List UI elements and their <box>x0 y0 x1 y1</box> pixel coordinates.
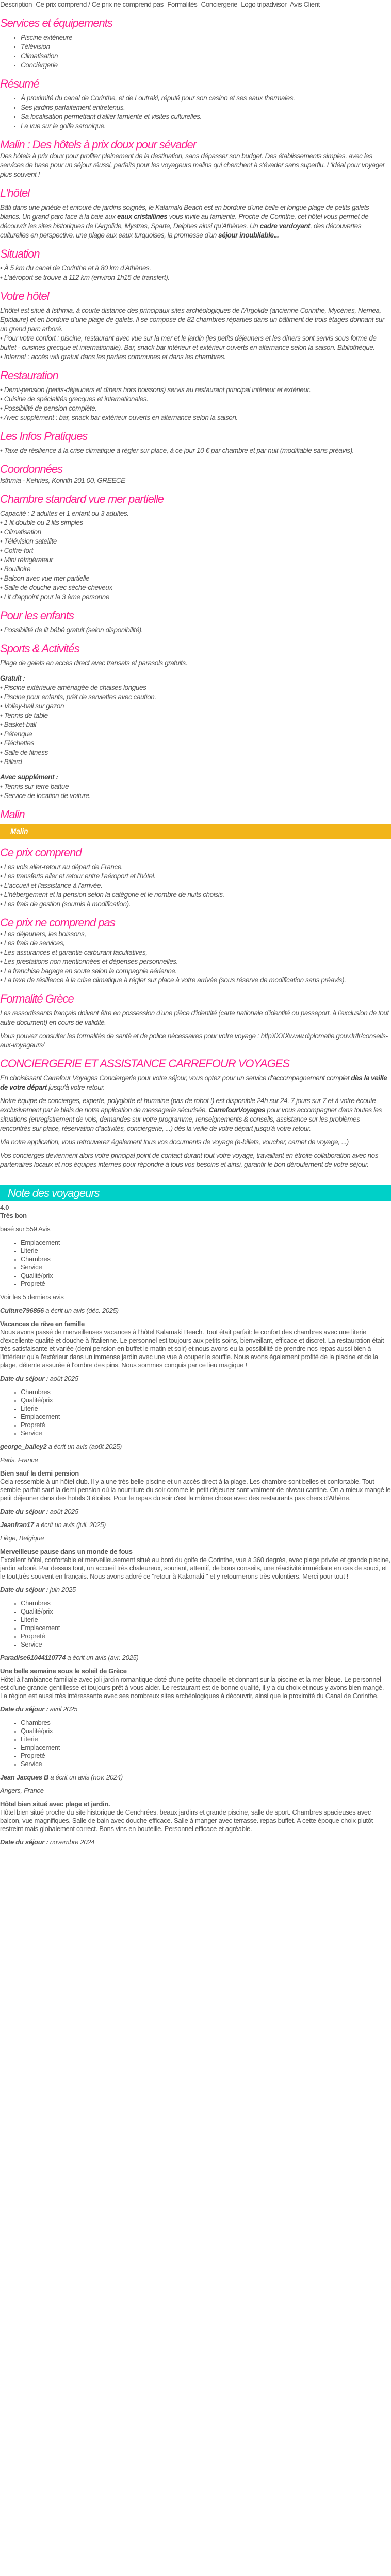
section-heading: Chambre standard vue mer partielle <box>0 493 164 505</box>
list-item <box>0 625 391 635</box>
list-item-text: Cuisine de spécialités grecques et internationales. <box>4 395 149 403</box>
list-item-text: Salle de fitness <box>4 749 48 756</box>
rating-score: 4.0 <box>0 1204 9 1211</box>
section-heading-wrap <box>0 808 391 821</box>
list-item: • À proximité du canal de Corinthe, et de Loutraki, réputé pour son casino et ses eaux thermales. <box>21 94 391 103</box>
paragraph <box>0 773 391 782</box>
review-count: basé sur 559 Avis <box>0 1225 51 1233</box>
list-item-text: • Internet : accès wifi gratuit dans les parties communes et dans les chambres. <box>0 353 226 361</box>
list-item-text: À 5 km du canal de Corinthe et à 80 km d’Athènes. <box>4 264 151 272</box>
review-title: Vacances de rêve en famille <box>0 1320 85 1328</box>
review-author: Jean Jacques B <box>0 1773 49 1781</box>
list-item: • Sa localisation permettant d'allier farniente et visites culturelles. <box>21 112 391 122</box>
bullet-lines <box>0 446 391 455</box>
list-item <box>0 782 391 791</box>
list-item-text: Avec supplément : bar, snack bar extérieur ouverts en alternance selon la saison. <box>4 414 238 421</box>
review-criteria-list <box>0 1719 391 1768</box>
bullet-icon: • <box>0 891 4 899</box>
review-meta: a écrit un avis (déc. 2025) <box>45 1307 119 1314</box>
list-item <box>0 306 391 334</box>
list-item <box>0 352 391 362</box>
list-item <box>0 404 391 413</box>
section-heading: Coordonnées <box>0 463 63 476</box>
list-item-text: Taxe de résilience à la crise climatique à régler sur place, à ce jour 10 € par chambre et par nuit (modifiable sans préavis). <box>4 447 354 454</box>
list-item-text: • Télévision satellite <box>0 537 57 545</box>
paragraph <box>0 1031 391 1050</box>
stay-date-label: Date du séjour : <box>0 1586 48 1594</box>
bullet-lines <box>0 782 391 801</box>
section-heading: Situation <box>0 247 40 260</box>
bullet-icon: • <box>0 749 4 756</box>
text-run: Vos concierges deviennent alors votre principal point de contact durant tout votre voyage, travaillant en étroite collaboration avec nos partenaires locaux et nos équipes internes pour répondre à tous vos besoins et ainsi, garantir le bon déroulement de votre séjour. <box>0 1151 379 1168</box>
list-item <box>0 890 391 900</box>
review-title: Hôtel bien situé avec plage et jardin. <box>0 1800 110 1808</box>
list-item-text: • Salle de douche avec sèche-cheveux <box>0 584 112 591</box>
review-title: Merveilleuse pause dans un monde de fous <box>0 1548 133 1555</box>
list-item: • Piscine extérieure <box>21 33 391 42</box>
bullet-lines <box>0 862 391 909</box>
section-heading-wrap <box>0 642 391 655</box>
list-item-text: Possibilité de pension complète. <box>4 404 97 412</box>
list-item-text: Demi-pension (petits-déjeuners et dîners hors boissons) servis au restaurant principal intérieur et extérieur. <box>4 386 311 394</box>
review-criterion: • Propreté <box>21 1421 391 1429</box>
list-item <box>0 791 391 801</box>
list-item: • Télévision <box>21 42 391 52</box>
section-heading: Services et équipements <box>0 16 112 29</box>
bullet-icon: • <box>0 626 4 634</box>
bullet-lines <box>0 385 391 422</box>
list-item-text: • 1 lit double ou 2 lits simples <box>0 519 83 527</box>
section-heading-wrap <box>0 187 391 200</box>
review-criterion: • Emplacement <box>21 1413 391 1421</box>
list-item: • Ses jardins parfaitement entretenus. <box>21 103 391 112</box>
review-body: Cela ressemble à un hôtel club. Il y a une très belle piscine et un accès direct à la plage. Les chambre sont belles et confortable. Tout semble parfait sauf la demi pension où la nourriture du soir comme le petit déjeuner sont vraiment de niveau cantine. On a mieux mangé le petit déjeuner dans des hotels 3 étoiles. Pour le repas du soir c'est la même chose avec des restaurants pas chers d'Athène. <box>0 1478 391 1502</box>
list-item <box>0 509 391 518</box>
list-item: • Climatisation <box>21 52 391 61</box>
review-author: Jeanfran17 <box>0 1521 34 1529</box>
section-heading-wrap <box>0 493 391 506</box>
review-author: Culture796856 <box>0 1307 44 1314</box>
review-body: Hôtel bien situé proche du site historique de Cenchrées. beaux jardins et grande piscine, salle de sport. Chambres spacieuses avec balcon, vue magnifiques. Salle de bain avec douche efficace. Salle à manger avec terrasse. repas buffet. A cette époque choix plutôt restreint mais globalement correct. Bons vins en bouteille. Personnel efficace et agréable. <box>0 1808 373 1833</box>
list-item-text: Les vols aller-retour au départ de France. <box>4 863 123 871</box>
list-item <box>0 334 391 352</box>
list-item-text: Fléchettes <box>4 739 34 747</box>
stay-date-label: Date du séjour : <box>0 1507 48 1515</box>
review-stay-date <box>0 1838 391 1846</box>
review-list <box>0 1307 391 1846</box>
bold-text: CarrefourVoyages <box>208 1106 265 1114</box>
bullet-icon: • <box>0 792 4 800</box>
section-heading-wrap <box>0 463 391 476</box>
stay-date-label: Date du séjour : <box>0 1375 48 1382</box>
review-criterion: • Qualité/prix <box>21 1607 391 1616</box>
list-item-text: L'hébergement et la pension selon la catégorie et le nombre de nuits choisis. <box>4 891 224 899</box>
text-run: vous invite au farniente. Proche de Corinthe, cet hôtel vous permet de découvrir les sites historiques de l’Argolide, Mystras, Sparte, Delphes ainsi qu’Athènes. Un <box>0 213 369 230</box>
nav-description[interactable]: Description <box>0 1 32 8</box>
list-item-text: Possibilité de lit bébé gratuit (selon disponibilité). <box>4 626 143 634</box>
section-heading-wrap <box>0 846 391 859</box>
list-item-text: • Coffre-fort <box>0 547 34 554</box>
bullet-icon: • <box>0 386 4 394</box>
review-criteria-list <box>0 1388 391 1437</box>
list-item <box>0 683 391 692</box>
bullet-icon: • <box>0 684 4 691</box>
section-heading: Malin : Des hôtels à prix doux pour sévader <box>0 138 197 151</box>
review-location: Liège, Belgique <box>0 1534 44 1542</box>
list-item <box>0 957 391 967</box>
list-item <box>0 546 391 555</box>
list-item <box>0 862 391 872</box>
reviews-banner: Note des voyageurs <box>0 1185 391 1201</box>
list-item-text: L’hôtel est situé à Isthmia, à courte distance des principaux sites archéologiques de l’Argolide (ancienne Corinthe, Mycènes, Nemea, Épidaure) et en bordure d’une plage de galets. Il se compose de 82 chambres réparties dans un bâtiment de trois étages donnant sur un grand parc arboré. <box>0 307 385 333</box>
review-criterion: • Qualité/prix <box>21 1727 391 1735</box>
bullet-icon: • <box>0 447 4 454</box>
text-run: jusqu'à votre retour. <box>46 1083 105 1091</box>
bullet-icon: • <box>0 976 4 984</box>
review-item <box>0 1307 391 1437</box>
bullet-icon: • <box>0 274 4 281</box>
review-author: george_bailey2 <box>0 1443 47 1450</box>
section-heading: Les Infos Pratiques <box>0 430 88 443</box>
tripadvisor-logo[interactable]: Logo tripadvisor <box>241 1 287 8</box>
section-heading: Ce prix comprend <box>0 846 82 859</box>
review-stay-date <box>0 1375 391 1383</box>
review-criterion: • Propreté <box>21 1632 391 1640</box>
bullet-icon: • <box>0 930 4 938</box>
category-banner: Malin <box>0 824 391 839</box>
list-item-text: La franchise bagage en soute selon la compagnie aérienne. <box>4 967 177 975</box>
stay-date-value: août 2025 <box>50 1507 78 1515</box>
text-run: Plage de galets en accès direct avec transats et parasols gratuits. <box>0 659 188 667</box>
text-run: Des hôtels à prix doux pour profiter pleinement de la destination, sans dépasser son budget. Des établissements simples, avec les services de base pour un séjour réussi, parfaits pour les voyageurs malins qui cherchent à s'évader sans superflu. L'idéal pour voyager plus souvent ! <box>0 152 385 178</box>
bullet-icon: • <box>0 404 4 412</box>
section-heading: Sports & Activités <box>0 642 79 655</box>
rating-criterion: • Propreté <box>21 1280 391 1288</box>
bullet-icon: • <box>0 693 4 701</box>
review-criterion: • Chambres <box>21 1388 391 1396</box>
review-criterion: • Chambres <box>21 1719 391 1727</box>
bullet-icon: • <box>0 739 4 747</box>
list-item-text: Tennis de table <box>4 711 48 719</box>
rating-label: Très bon <box>0 1212 27 1219</box>
list-item-text: Les prestations non mentionnées et dépenses personnelles. <box>4 958 178 965</box>
bullet-lines <box>0 264 391 282</box>
spacer <box>0 767 391 773</box>
section-heading-wrap <box>0 430 391 443</box>
list-item <box>0 711 391 720</box>
paragraph <box>0 1096 391 1133</box>
bullet-icon: • <box>0 939 4 947</box>
review-item <box>0 1654 391 1768</box>
review-title: Une belle semaine sous le soleil de Grèce <box>0 1667 127 1675</box>
list-item <box>0 565 391 574</box>
list-item: • La vue sur le golfe saronique. <box>21 122 391 131</box>
list-item-text: • Pour votre confort : piscine, restaurant avec vue sur la mer et le jardin (les petits déjeuners et les dîners sont servis sous forme de buffet - cuisines grecque et internationale). Bar, snack bar intérieur et extérieur ouverts en alternance selon la saison. Bibliothèque. <box>0 334 377 351</box>
list-item <box>0 702 391 711</box>
review-meta: a écrit un avis (avr. 2025) <box>67 1654 139 1662</box>
bullet-icon: • <box>0 730 4 738</box>
bullet-icon: • <box>0 783 4 790</box>
section-heading-wrap <box>0 247 391 261</box>
list-item-text: Piscine pour enfants, prêt de serviettes avec caution. <box>4 693 156 701</box>
bullet-icon: • <box>0 948 4 956</box>
list-item-text: • Mini réfrigérateur <box>0 556 53 564</box>
list-item <box>0 528 391 537</box>
review-criterion: • Service <box>21 1429 391 1437</box>
bullet-list <box>0 33 391 70</box>
stay-date-label: Date du séjour : <box>0 1838 48 1846</box>
paragraph <box>0 476 391 485</box>
section-heading-wrap <box>0 138 391 151</box>
review-stay-date <box>0 1507 391 1516</box>
list-item <box>0 518 391 528</box>
list-item <box>0 929 391 939</box>
section-heading: Pour les enfants <box>0 609 74 622</box>
section-heading: L'hôtel <box>0 187 30 199</box>
list-item-text: Basket-ball <box>4 721 37 728</box>
text-run: Via notre application, vous retrouverez également tous vos documents de voyage (e-billets, voucher, carnet de voyage, ...) <box>0 1138 349 1146</box>
anchor-nav <box>0 0 391 9</box>
text-run: Les ressortissants français doivent être en possession d’une pièce d’identité (carte nationale d’identité ou passeport, à l’exclusion de tout autre document) en cours de validité. <box>0 1009 389 1026</box>
bullet-icon: • <box>0 882 4 889</box>
stay-date-value: novembre 2024 <box>50 1838 95 1846</box>
paragraph <box>0 1138 391 1147</box>
review-location: Paris, France <box>0 1456 38 1464</box>
list-item <box>0 976 391 985</box>
review-author: Paradise61044110774 <box>0 1654 66 1662</box>
bullet-icon: • <box>0 702 4 710</box>
review-item <box>0 1521 391 1649</box>
review-stay-date <box>0 1705 391 1714</box>
text-run: Notre équipe de concierges, experte, polyglotte et humaine (pas de robot !) est disponible 24h sur 24, 7 jours sur 7 et à votre écoute exclusivement par le biais de notre application de messagerie sécurisée, <box>0 1097 376 1114</box>
text-run: Isthmia - Kehries, Korinth 201 00, GREECE <box>0 477 125 484</box>
list-item <box>0 720 391 730</box>
review-criterion: • Service <box>21 1760 391 1768</box>
review-criterion: • Propreté <box>21 1752 391 1760</box>
section-heading: CONCIERGERIE ET ASSISTANCE CARREFOUR VOYAGES <box>0 1057 290 1070</box>
bullet-icon: • <box>0 758 4 766</box>
bullet-icon: • <box>0 264 4 272</box>
list-item <box>0 692 391 702</box>
paragraph <box>0 1009 391 1027</box>
review-criterion: • Chambres <box>21 1599 391 1607</box>
list-item <box>0 939 391 948</box>
stay-date-value: juin 2025 <box>50 1586 76 1594</box>
review-criterion: • Emplacement <box>21 1624 391 1632</box>
bullet-icon: • <box>0 900 4 908</box>
section-heading-wrap <box>0 992 391 1006</box>
section-heading: Votre hôtel <box>0 290 49 302</box>
review-location: Angers, France <box>0 1787 44 1794</box>
bullet-lines <box>0 306 391 362</box>
list-item <box>0 264 391 273</box>
section-heading: Formalité Grèce <box>0 992 74 1005</box>
bullet-icon: • <box>0 711 4 719</box>
bullet-lines <box>0 625 391 635</box>
list-item <box>0 730 391 739</box>
bold-text: eaux cristallines <box>117 213 168 221</box>
list-item <box>0 273 391 282</box>
list-item <box>0 592 391 602</box>
bullet-lines <box>0 929 391 985</box>
review-body: Excellent hôtel, confortable et merveilleusement situé au bord du golfe de Corinthe, vue à 360 degrés, avec plage privée et grande piscine, jardin arboré. Par dessus tout, un accueil très chaleureux, souriant, attentif, de bons conseils, une réactivité immédiate en cas de souci, et le tout,très souvent en français. Nous avons adoré ce "retour à Kalamaki " et y retournerons très volontiers. Merci pour tout ! <box>0 1556 390 1580</box>
list-item-text: L'accueil et l'assistance à l'arrivée. <box>4 882 103 889</box>
review-body: Hôtel à l'ambiance familiale avec joli jardin romantique doté d'une petite chapelle et donnant sur la piscine et la mer bleue. Le personnel est d'une grande gentillesse et toujours prêt à vous aider. Le restaurant est de bonne qualité, il y a du choix et nous y avons bien mangé. La région est aussi très intéressante avec ses nombreux sites archéologiques à découvrir, ainsi que la proximité du Canal de Corinthe. <box>0 1675 384 1700</box>
list-item-text: La taxe de résilience à la crise climatique à régler sur place à votre arrivée (sous réserve de modification sans préavis). <box>4 976 346 984</box>
list-item-text: • Climatisation <box>0 528 41 536</box>
section-heading: Malin <box>0 808 25 821</box>
list-item <box>0 881 391 890</box>
rating-criterion: • Service <box>21 1263 391 1272</box>
section-heading-wrap <box>0 77 391 91</box>
paragraph <box>0 674 391 683</box>
review-author-line <box>0 1654 391 1662</box>
bullet-list <box>0 94 391 131</box>
reviews-section <box>0 1204 391 1846</box>
review-criterion: • Literie <box>21 1404 391 1413</box>
review-criteria-list <box>0 1599 391 1649</box>
review-meta: a écrit un avis (nov. 2024) <box>50 1773 123 1781</box>
review-author-line <box>0 1773 391 1782</box>
list-item-text: Piscine extérieure aménagée de chaises longues <box>4 684 146 691</box>
list-item-text: Capacité : 2 adultes et 1 enfant ou 3 adultes. <box>0 510 129 517</box>
list-item: • Concièrgerie <box>21 61 391 70</box>
nav-price-includes[interactable]: Ce prix comprend / Ce prix ne comprend pas <box>36 1 164 8</box>
review-meta: a écrit un avis (août 2025) <box>48 1443 122 1450</box>
list-item <box>0 739 391 748</box>
review-author-line <box>0 1307 391 1315</box>
bold-text: séjour inoubliable... <box>218 231 279 239</box>
bold-text: dès la veille de votre départ <box>0 1074 387 1091</box>
section-heading-wrap <box>0 16 391 30</box>
section-heading: Résumé <box>0 77 39 90</box>
list-item <box>0 574 391 583</box>
list-item <box>0 555 391 565</box>
nav-concierge[interactable]: Conciergerie <box>201 1 238 8</box>
list-item-text: Volley-ball sur gazon <box>4 702 64 710</box>
list-item-text: • Balcon avec vue mer partielle <box>0 574 90 582</box>
bold-text: Avec supplément : <box>0 773 58 781</box>
rating-criterion: • Literie <box>21 1247 391 1255</box>
text-run: Bâti dans une pinède et entouré de jardins soignés, le Kalamaki Beach est en bordure d'une belle et longue plage de petits galets blancs. Un grand parc face à la baie aux <box>0 204 369 221</box>
review-criterion: • Service <box>21 1640 391 1649</box>
list-item-text: Les frais de gestion (soumis à modification). <box>4 900 131 908</box>
rating-criteria-list <box>0 1239 391 1288</box>
list-item <box>0 446 391 455</box>
review-criterion: • Literie <box>21 1735 391 1743</box>
review-item <box>0 1443 391 1516</box>
bullet-lines <box>0 509 391 602</box>
stay-date-value: août 2025 <box>50 1375 78 1382</box>
list-item <box>0 967 391 976</box>
spacer <box>0 668 391 674</box>
review-stay-date <box>0 1586 391 1594</box>
list-item-text: Les transferts aller et retour entre l’aéroport et l’hôtel. <box>4 872 156 880</box>
review-body: Nous avons passé de merveilleuses vacances à l'hôtel Kalamaki Beach. Tout était parfait: le confort des chambres avec une literie d'excellente qualité et douche à l'italienne. Le personnel est toujours aux petits soins, bienveillant, efficace et discret. La restauration était très satisfaisante et variée (demi pension en buffet le matin et soir) et nous avons eu la possibilité de prendre nos repas aussi bien à l'intérieur qu'a l'extérieur dans un immense jardin avec une vue à couper le souffle. Nous avons également profité de la piscine et de la plage, détente assurée à l'ombre des pins. Nous sommes conquis par ce lieu magique ! <box>0 1328 384 1369</box>
section-heading-wrap <box>0 609 391 622</box>
rating-criterion: • Qualité/prix <box>21 1272 391 1280</box>
hotel-description <box>0 16 391 1170</box>
section-heading-wrap <box>0 290 391 303</box>
review-criterion: • Literie <box>21 1616 391 1624</box>
review-title: Bien sauf la demi pension <box>0 1469 79 1477</box>
list-item-text: Pétanque <box>4 730 32 738</box>
list-item <box>0 413 391 422</box>
list-item <box>0 748 391 757</box>
see-latest-reviews-link[interactable]: Voir les 5 derniers avis <box>0 1293 64 1301</box>
list-item <box>0 757 391 767</box>
rating-criterion: • Emplacement <box>21 1239 391 1247</box>
bullet-icon: • <box>0 721 4 728</box>
paragraph <box>0 1151 391 1170</box>
section-heading-wrap <box>0 916 391 929</box>
bullet-icon: • <box>0 395 4 403</box>
review-meta: a écrit un avis (juil. 2025) <box>35 1521 106 1529</box>
list-item-text: • Lit d'appoint pour la 3 ème personne <box>0 593 110 601</box>
paragraph <box>0 658 391 668</box>
stay-date-label: Date du séjour : <box>0 1705 48 1713</box>
list-item-text: Les assurances et garantie carburant facultatives, <box>4 948 148 956</box>
list-item-text: Les déjeuners, les boissons, <box>4 930 86 938</box>
paragraph <box>0 1074 391 1092</box>
list-item <box>0 872 391 881</box>
bold-text: cadre verdoyant <box>259 222 311 230</box>
section-heading-wrap <box>0 1057 391 1071</box>
list-item <box>0 583 391 592</box>
section-heading: Restauration <box>0 369 58 382</box>
list-item-text: • Bouilloire <box>0 565 31 573</box>
nav-customer-reviews[interactable]: Avis Client <box>289 1 320 8</box>
bullet-icon: • <box>0 872 4 880</box>
list-item-text: L’aéroport se trouve à 112 km (environ 1h15 de transfert). <box>4 274 170 281</box>
text-run: , des découvertes culturelles en perspective, une plage aux eaux turquoises, la promesse d'un <box>0 222 362 239</box>
text-run: En choisissant Carrefour Voyages Conciergerie pour votre séjour, vous optez pour un service d'accompagnement complet <box>0 1074 351 1082</box>
list-item-text: Billard <box>4 758 22 766</box>
review-criterion: • Emplacement <box>21 1743 391 1752</box>
review-author-line <box>0 1443 391 1451</box>
paragraph <box>0 151 391 179</box>
list-item-text: Tennis sur terre battue <box>4 783 69 790</box>
rating-criterion: • Chambres <box>21 1255 391 1263</box>
paragraph <box>0 203 391 240</box>
stay-date-value: avril 2025 <box>50 1705 78 1713</box>
bullet-icon: • <box>0 958 4 965</box>
bullet-icon: • <box>0 967 4 975</box>
section-heading: Ce prix ne comprend pas <box>0 916 115 929</box>
review-author-line <box>0 1521 391 1529</box>
bullet-icon: • <box>0 863 4 871</box>
list-item-text: Les frais de services, <box>4 939 65 947</box>
list-item <box>0 948 391 957</box>
bullet-icon: • <box>0 414 4 421</box>
list-item-text: Service de location de voiture. <box>4 792 91 800</box>
review-criterion: • Qualité/prix <box>21 1396 391 1404</box>
list-item <box>0 395 391 404</box>
review-item <box>0 1773 391 1846</box>
text-run: pour vous accompagner dans toutes les situations (enregistrement de vols, demandes sur votre programme, renseignements & conseils, assistance sur les problèmes rencontrés sur place, réservation d’activités, conciergerie, ...) dès la veille de votre départ jusqu’à votre retour. <box>0 1106 382 1132</box>
nav-formalities[interactable]: Formalités <box>167 1 198 8</box>
bullet-lines <box>0 683 391 767</box>
bold-text: Gratuit : <box>0 674 25 682</box>
section-heading-wrap <box>0 369 391 382</box>
list-item <box>0 537 391 546</box>
list-item <box>0 385 391 395</box>
list-item <box>0 900 391 909</box>
text-run: Vous pouvez consulter les formalités de santé et de police nécessaires pour votre voyage : httpXXXXwww.diplomatie.gouv.fr/fr/conseils-aux-voyageurs/ <box>0 1032 388 1049</box>
